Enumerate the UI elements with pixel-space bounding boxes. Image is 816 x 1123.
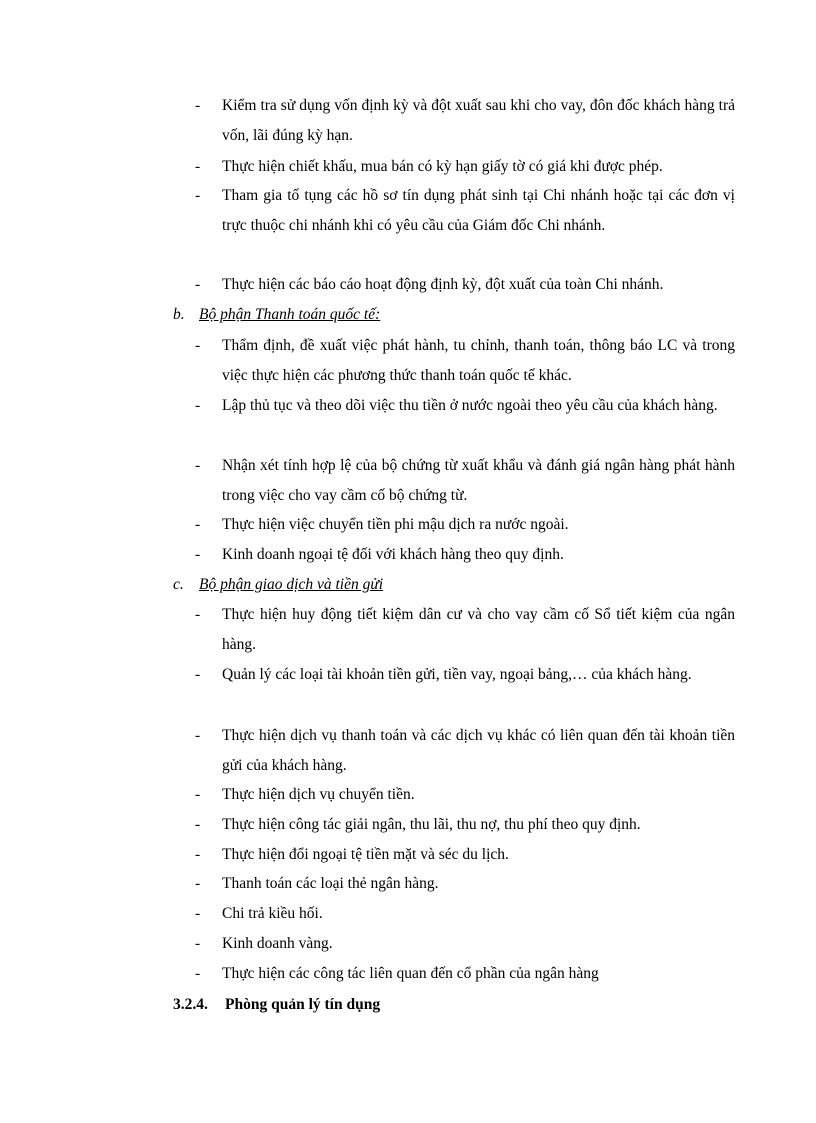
list-item-text: Kinh doanh vàng.: [222, 935, 333, 952]
bullet-dash: -: [195, 97, 201, 114]
bullet-dash: -: [195, 846, 201, 863]
list-item-text: Nhận xét tính hợp lệ của bộ chứng từ xuất khẩu và đánh giá ngân hàng phát hành trong việc cho vay cầm cố bộ chứng từ.: [222, 457, 735, 504]
list-item-text: Kiểm tra sử dụng vốn định kỳ và đột xuất sau khi cho vay, đôn đốc khách hàng trả vốn, lãi đúng kỳ hạn.: [222, 97, 735, 144]
list-item: [195, 660, 735, 690]
list-item: [195, 929, 735, 959]
subsection-letter: c.: [173, 576, 184, 593]
bullet-dash: -: [195, 276, 201, 293]
subsection-heading-c: [173, 570, 383, 600]
bullet-dash: -: [195, 158, 201, 175]
subsection-title: Bộ phận Thanh toán quốc tế:: [199, 306, 381, 323]
list-item-text: Kinh doanh ngoại tệ đối với khách hàng theo quy định.: [222, 546, 564, 563]
section-title: Phòng quản lý tín dụng: [225, 996, 381, 1013]
bullet-dash: -: [195, 546, 201, 563]
bullet-dash: -: [195, 337, 201, 354]
list-item: [195, 510, 735, 540]
bullet-dash: -: [195, 457, 201, 474]
list-item: [195, 899, 735, 929]
bullet-dash: -: [195, 666, 201, 683]
bullet-dash: -: [195, 187, 201, 204]
list-item-text: Thẩm định, đề xuất việc phát hành, tu chỉnh, thanh toán, thông báo LC và trong việc thực hiện các phương thức thanh toán quốc tế khác.: [222, 337, 735, 384]
bullet-dash: -: [195, 786, 201, 803]
list-item-text: Thực hiện các báo cáo hoạt động định kỳ, đột xuất của toàn Chi nhánh.: [222, 276, 664, 293]
list-item-text: Thực hiện công tác giải ngân, thu lãi, thu nợ, thu phí theo quy định.: [222, 816, 641, 833]
bullet-dash: -: [195, 935, 201, 952]
bullet-dash: -: [195, 905, 201, 922]
list-item: [195, 540, 735, 570]
list-item-text: Thực hiện đổi ngoại tệ tiền mặt và séc du lịch.: [222, 846, 509, 863]
list-item-text: Chi trả kiều hối.: [222, 905, 323, 922]
list-item: [195, 181, 735, 241]
list-item: [195, 391, 735, 421]
subsection-title: Bộ phận giao dịch và tiền gửi: [199, 576, 384, 593]
list-item-text: Tham gia tố tụng các hồ sơ tín dụng phát sinh tại Chi nhánh hoặc tại các đơn vị trực thuộc chi nhánh khi có yêu cầu của Giám đốc Chi nhánh.: [222, 187, 735, 234]
list-item: [195, 721, 735, 781]
list-item-text: Lập thủ tục và theo dõi việc thu tiền ở nước ngoài theo yêu cầu của khách hàng.: [222, 397, 718, 414]
subsection-letter: b.: [173, 306, 185, 323]
subsection-heading-b: [173, 300, 380, 330]
list-item: [195, 270, 735, 300]
list-item-text: Thực hiện việc chuyển tiền phi mậu dịch ra nước ngoài.: [222, 516, 569, 533]
list-item-text: Thực hiện các công tác liên quan đến cổ phần của ngân hàng: [222, 965, 599, 982]
bullet-dash: -: [195, 606, 201, 623]
bullet-dash: -: [195, 727, 201, 744]
bullet-dash: -: [195, 875, 201, 892]
section-heading: [173, 990, 380, 1020]
list-item: [195, 91, 735, 151]
list-item: [195, 780, 735, 810]
list-item: [195, 840, 735, 870]
list-item-text: Quản lý các loại tài khoản tiền gửi, tiền vay, ngoại bảng,… của khách hàng.: [222, 666, 692, 683]
list-item: [195, 810, 735, 840]
list-item-text: Thực hiện dịch vụ thanh toán và các dịch vụ khác có liên quan đến tài khoản tiền gửi của khách hàng.: [222, 727, 735, 774]
list-item: [195, 451, 735, 511]
list-item-text: Thực hiện chiết khấu, mua bán có kỳ hạn giấy tờ có giá khi được phép.: [222, 158, 663, 175]
list-item: [195, 869, 735, 899]
bullet-dash: -: [195, 965, 201, 982]
list-item-text: Thực hiện huy động tiết kiệm dân cư và cho vay cầm cố Sổ tiết kiệm của ngân hàng.: [222, 606, 735, 653]
bullet-dash: -: [195, 397, 201, 414]
bullet-dash: -: [195, 816, 201, 833]
list-item: [195, 959, 735, 989]
bullet-dash: -: [195, 516, 201, 533]
list-item: [195, 331, 735, 391]
list-item: [195, 152, 735, 182]
section-number: 3.2.4.: [173, 996, 208, 1013]
list-item: [195, 600, 735, 660]
list-item-text: Thực hiện dịch vụ chuyển tiền.: [222, 786, 415, 803]
list-item-text: Thanh toán các loại thẻ ngân hàng.: [222, 875, 439, 892]
